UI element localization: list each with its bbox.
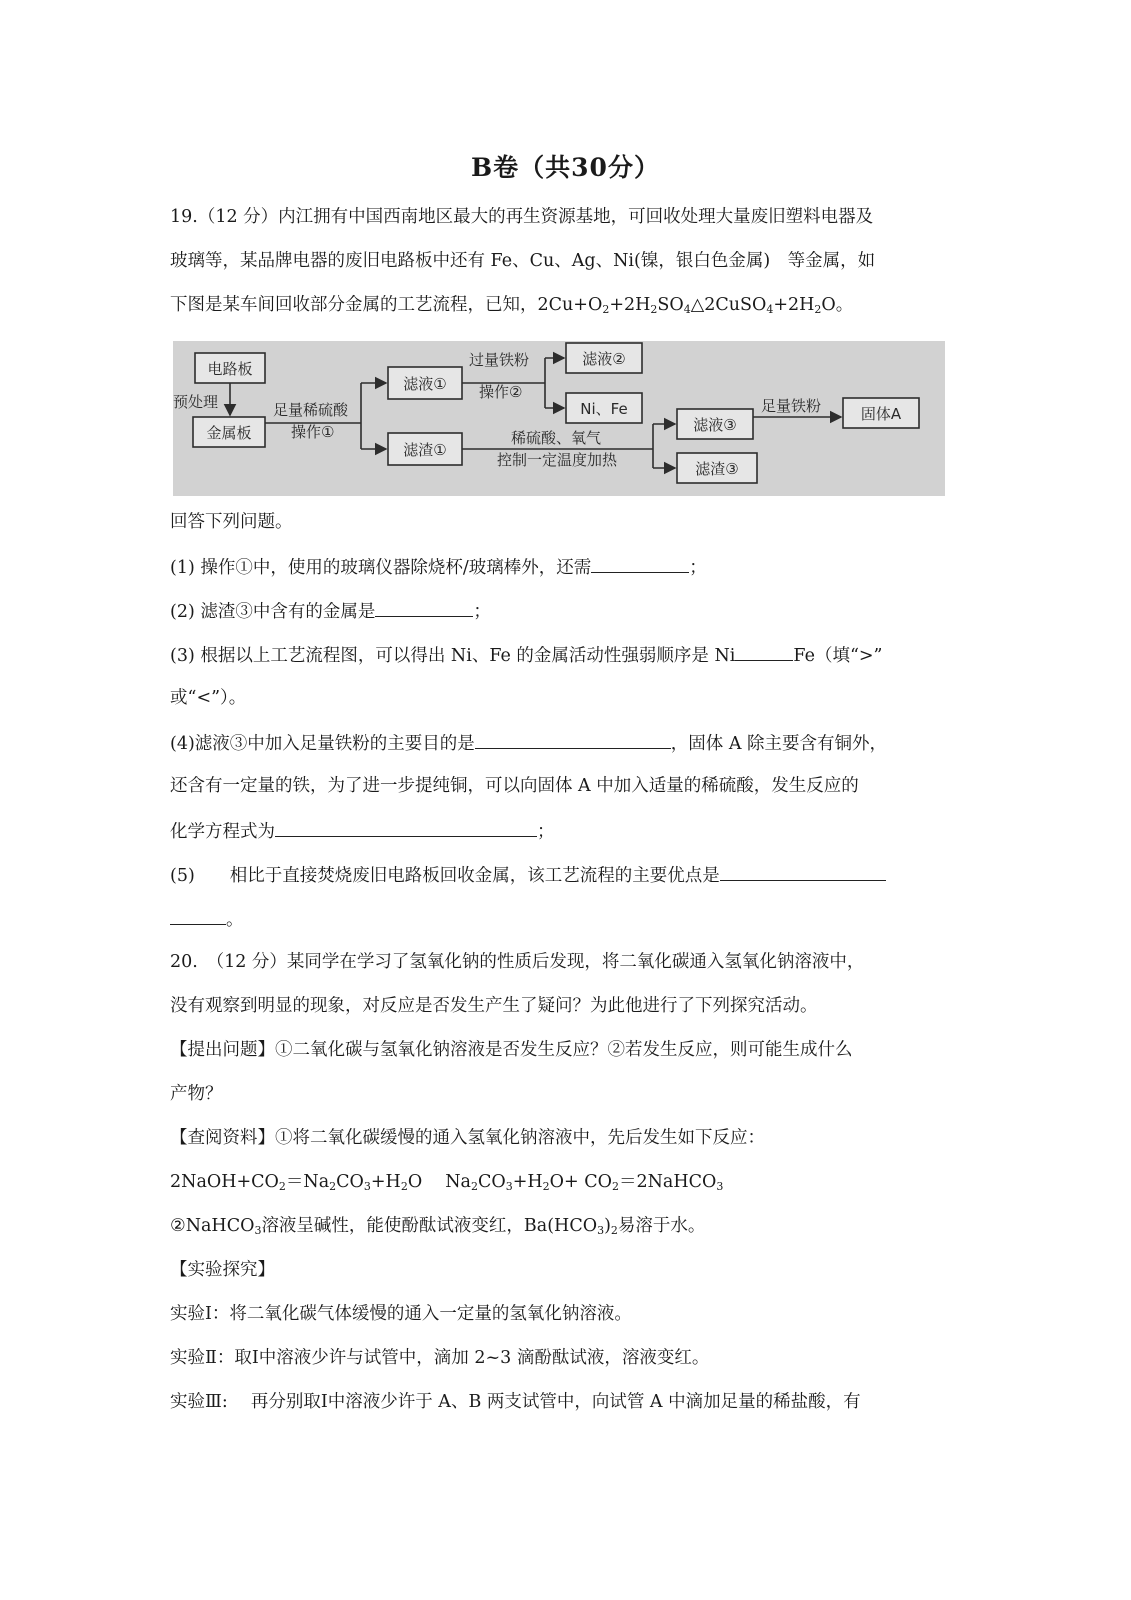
q20-info-2: ②NaHCO$_3$溶液呈碱性，能使酚酞试液变红，$Ba(HCO_3)_2$易溶于水。	[170, 1216, 706, 1237]
q19-line-3	[170, 293, 853, 317]
label-circuit-board: 电路板	[207, 360, 253, 378]
answer-blank-3[interactable]	[735, 642, 793, 661]
process-flowchart	[173, 341, 945, 496]
q19-part-1: (1) 操作①中，使用的玻璃仪器除烧杯/玻璃棒外，还需 ；	[170, 554, 707, 580]
q19-part-5-cont: 。	[170, 906, 244, 932]
q20-line-2: 没有观察到明显的现象，对反应是否发生产生了疑问？为此他进行了下列探究活动。	[170, 996, 818, 1016]
answer-blank-5a[interactable]	[720, 862, 886, 881]
q19-line-1: 19.（12 分）内江拥有中国西南地区最大的再生资源基地，可回收处理大量废旧塑料电器及	[170, 207, 874, 227]
label-ni-fe: Ni、Fe	[580, 400, 628, 418]
q19-part-4: (4)滤液③中加入足量铁粉的主要目的是 ，固体 A 除主要含有铜外，	[170, 730, 887, 756]
label-heating-control: 控制一定温度加热	[497, 451, 618, 469]
answer-blank-4a[interactable]	[475, 730, 671, 749]
answer-blank-2[interactable]	[375, 598, 473, 617]
q19-part-4-line-3: 化学方程式为 ；	[170, 818, 555, 844]
copper-oxidation-equation: $2Cu+O_2+2H_2SO_4\triangle 2CuSO_4+2H_2O$。	[537, 295, 854, 316]
q20-question-line-2: 产物？	[170, 1084, 223, 1104]
q20-explore-heading: 【实验探究】	[170, 1260, 275, 1280]
q20-question-line-1: 【提出问题】①二氧化碳与氢氧化钠溶液是否发生反应？②若发生反应，则可能生成什么	[170, 1040, 853, 1060]
label-filtrate-3: 滤液③	[693, 416, 737, 434]
label-operation-1: 操作①	[291, 423, 335, 441]
section-title: B卷（共30分）	[471, 153, 660, 182]
label-excess-iron: 过量铁粉	[469, 351, 530, 369]
label-filtrate-1: 滤液①	[403, 375, 447, 393]
label-acid-oxygen: 稀硫酸、氧气	[511, 429, 602, 447]
heating-condition-symbol: △	[690, 295, 705, 315]
q19-part-4-line-2: 还含有一定量的铁，为了进一步提纯铜，可以向固体 A 中加入适量的稀硫酸，发生反应的	[170, 776, 859, 796]
q20-line-1: 20. （12 分）某同学在学习了氢氧化钠的性质后发现，将二氧化碳通入氢氧化钠溶液中，	[170, 952, 865, 972]
q19-part-3-cont: 或“<”）。	[170, 688, 247, 708]
q20-info-line: 【查阅资料】①将二氧化碳缓慢的通入氢氧化钠溶液中，先后发生如下反应：	[170, 1128, 765, 1148]
answer-blank-1[interactable]	[591, 554, 689, 573]
label-solid-a: 固体A	[860, 405, 902, 423]
q20-reaction-equations: $2NaOH+CO_2=Na_2CO_3+H_2O$ $Na_2CO_3+H_2O+$ $CO_2=2NaHCO_3$	[170, 1172, 724, 1193]
q20-experiment-2: 实验Ⅱ：取Ⅰ中溶液少许与试管中，滴加 2~3 滴酚酞试液，溶液变红。	[170, 1348, 710, 1368]
q19-line-2: 玻璃等，某品牌电器的废旧电路板中还有 Fe、Cu、Ag、Ni(镍，银白色金属) 等金属，如	[170, 251, 876, 271]
q20-experiment-1: 实验Ⅰ：将二氧化碳气体缓慢的通入一定量的氢氧化钠溶液。	[170, 1304, 632, 1324]
answer-blank-5b[interactable]	[170, 906, 226, 925]
q19-part-2: (2) 滤渣③中含有的金属是 ；	[170, 598, 491, 624]
q19-part-3: (3) 根据以上工艺流程图，可以得出 Ni、Fe 的金属活动性强弱顺序是 Ni Fe（填“>”	[170, 642, 883, 668]
label-residue-1: 滤渣①	[403, 441, 447, 459]
q19-part-5: (5) 相比于直接焚烧废旧电路板回收金属，该工艺流程的主要优点是	[170, 862, 886, 888]
answer-blank-4b[interactable]	[275, 818, 537, 837]
label-operation-2: 操作②	[479, 383, 523, 401]
label-residue-3: 滤渣③	[695, 460, 739, 478]
label-filtrate-2: 滤液②	[582, 350, 626, 368]
q19-intro: 回答下列问题。	[170, 512, 293, 532]
q20-experiment-3: 实验Ⅲ: 再分别取Ⅰ中溶液少许于 A、B 两支试管中，向试管 A 中滴加足量的稀盐酸，有	[170, 1392, 861, 1412]
label-sufficient-iron: 足量铁粉	[761, 397, 822, 415]
label-acid: 足量稀硫酸	[273, 401, 349, 419]
label-pretreatment: 预处理	[173, 393, 219, 411]
label-metal-board: 金属板	[206, 424, 252, 442]
q19-line-3-text: 下图是某车间回收部分金属的工艺流程，已知，	[170, 295, 538, 315]
